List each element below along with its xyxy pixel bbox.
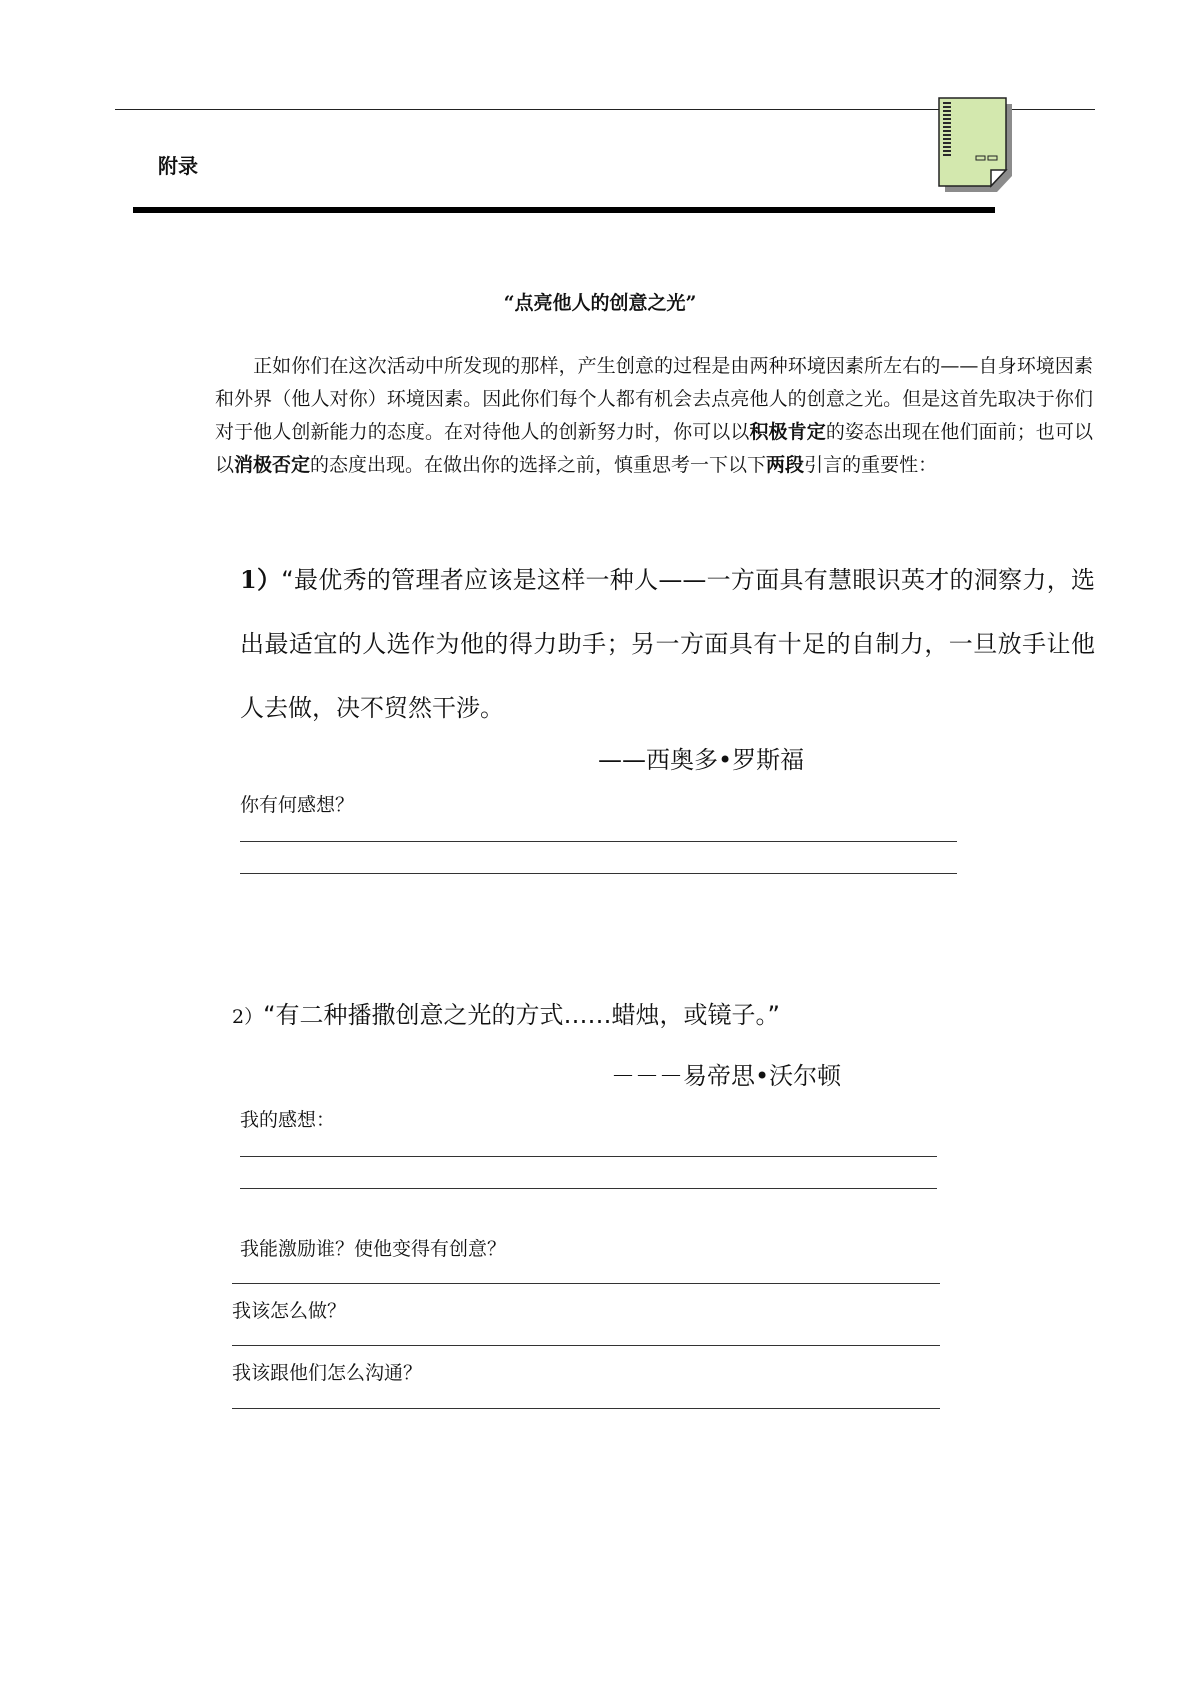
question-what-to-do: 我该怎么做？ (232, 1300, 347, 1322)
answer-line[interactable] (240, 1188, 937, 1189)
intro-emphasis-two: 两段 (766, 454, 805, 476)
answer-line[interactable] (240, 873, 957, 874)
header-bottom-rule (133, 207, 995, 213)
intro-emphasis-positive: 积极肯定 (749, 421, 826, 443)
answer-line[interactable] (240, 841, 957, 842)
intro-text: 正如你们在这次活动中所发现的那样，产生创意的过程是由两种环境因素所左右的——自身环境因素和外界（他人对你）环境因素。因此你们每个人都有机会去点亮他人的创意之光。但是这首先取决于你们对于他人创新能力的态度。在对待他人的创新努力时，你可以以 (215, 355, 1093, 443)
answer-line[interactable] (232, 1408, 940, 1409)
quote-2-text: “有二种播撒创意之光的方式……蜡烛，或镜子。” (263, 1001, 780, 1029)
intro-text: 的态度出现。在做出你的选择之前，慎重思考一下以下 (310, 454, 767, 476)
quote-1 (240, 548, 1095, 740)
intro-text: 的姿态出现在他们面前；也可以以 (215, 421, 1093, 476)
quote-2-prompt: 我的感想： (240, 1109, 336, 1131)
answer-line[interactable] (232, 1345, 940, 1346)
quote-1-number: 1） (240, 565, 282, 594)
intro-paragraph (215, 350, 1093, 482)
intro-text: 引言的重要性： (804, 454, 938, 476)
quote-2-attribution: －－－易帝思•沃尔顿 (611, 1062, 842, 1090)
page-title: “点亮他人的创意之光” (503, 292, 697, 314)
intro-emphasis-negative: 消极否定 (234, 454, 311, 476)
quote-2-number: 2） (232, 1006, 264, 1028)
quote-1-prompt: 你有何感想？ (240, 794, 355, 816)
answer-line[interactable] (232, 1283, 940, 1284)
quote-1-attribution: ——西奥多•罗斯福 (598, 746, 805, 774)
question-who-to-inspire: 我能激励谁？使他变得有创意？ (240, 1238, 507, 1260)
quote-1-text: “最优秀的管理者应该是这样一种人——一方面具有慧眼识英才的洞察力，选出最适宜的人选作为他的得力助手；另一方面具有十足的自制力，一旦放手让他人去做，决不贸然干涉。 (240, 566, 1095, 722)
question-how-to-communicate: 我该跟他们怎么沟通？ (232, 1362, 423, 1384)
answer-line[interactable] (240, 1156, 937, 1157)
quote-2 (232, 995, 780, 1030)
document-icon (937, 96, 1017, 194)
section-label: 附录 (158, 154, 198, 178)
